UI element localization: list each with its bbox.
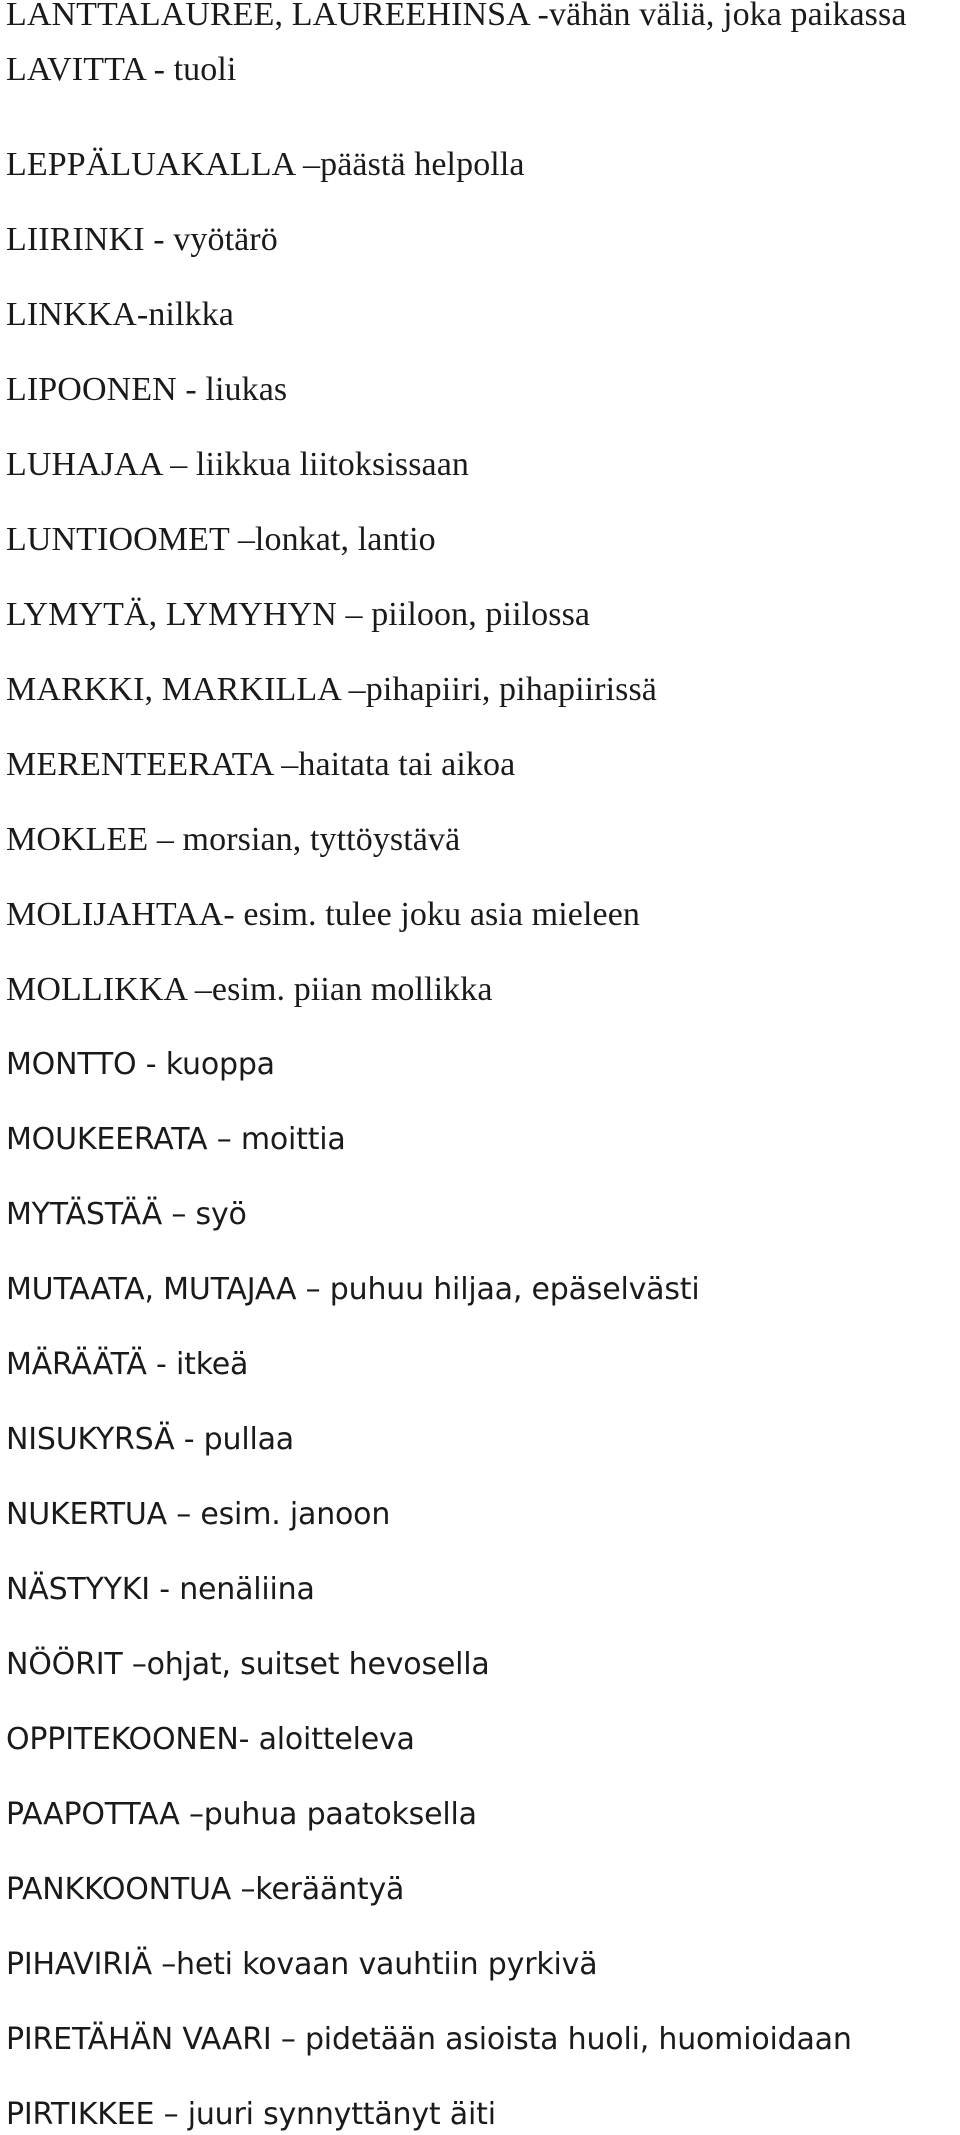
list-item: MOLIJAHTAA- esim. tulee joku asia mieleen <box>6 896 640 933</box>
list-item: LAVITTA - tuoli <box>6 51 237 88</box>
list-item: PIHAVIRIÄ –heti kovaan vauhtiin pyrkivä <box>6 1947 598 1982</box>
list-item: MOLLIKKA –esim. piian mollikka <box>6 971 493 1008</box>
list-item: NÄSTYYKI - nenäliina <box>6 1572 315 1607</box>
list-item: MOUKEERATA – moittia <box>6 1122 346 1157</box>
list-item: LUNTIOOMET –lonkat, lantio <box>6 521 436 558</box>
list-item: LIPOONEN - liukas <box>6 371 288 408</box>
list-item: PANKKOONTUA –kerääntyä <box>6 1872 405 1907</box>
list-item: LANTTALAUREE, LAUREEHINSA -vähän väliä, joka paikassa <box>6 0 907 33</box>
list-item: MOKLEE – morsian, tyttöystävä <box>6 821 461 858</box>
list-item: LIIRINKI - vyötärö <box>6 221 278 258</box>
list-item: MONTTO - kuoppa <box>6 1047 275 1082</box>
list-item: PIRTIKKEE – juuri synnyttänyt äiti <box>6 2097 496 2132</box>
list-item: MYTÄSTÄÄ – syö <box>6 1197 247 1232</box>
list-item: NÖÖRIT –ohjat, suitset hevosella <box>6 1647 490 1682</box>
list-item: LINKKA-nilkka <box>6 296 234 333</box>
list-item: NUKERTUA – esim. janoon <box>6 1497 391 1532</box>
list-item: LYMYTÄ, LYMYHYN – piiloon, piilossa <box>6 596 591 633</box>
list-item: LUHAJAA – liikkua liitoksissaan <box>6 446 470 483</box>
list-item: PIRETÄHÄN VAARI – pidetään asioista huoli, huomioidaan <box>6 2022 852 2057</box>
list-item: MUTAATA, MUTAJAA – puhuu hiljaa, epäselvästi <box>6 1272 700 1307</box>
list-item: PAAPOTTAA –puhua paatoksella <box>6 1797 477 1832</box>
list-item: MARKKI, MARKILLA –pihapiiri, pihapiirissä <box>6 671 657 708</box>
list-item: NISUKYRSÄ - pullaa <box>6 1422 294 1457</box>
list-item: MÄRÄÄTÄ - itkeä <box>6 1347 249 1382</box>
list-item: OPPITEKOONEN- aloitteleva <box>6 1722 415 1757</box>
list-item: MERENTEERATA –haitata tai aikoa <box>6 746 516 783</box>
list-item: LEPPÄLUAKALLA –päästä helpolla <box>6 146 525 183</box>
